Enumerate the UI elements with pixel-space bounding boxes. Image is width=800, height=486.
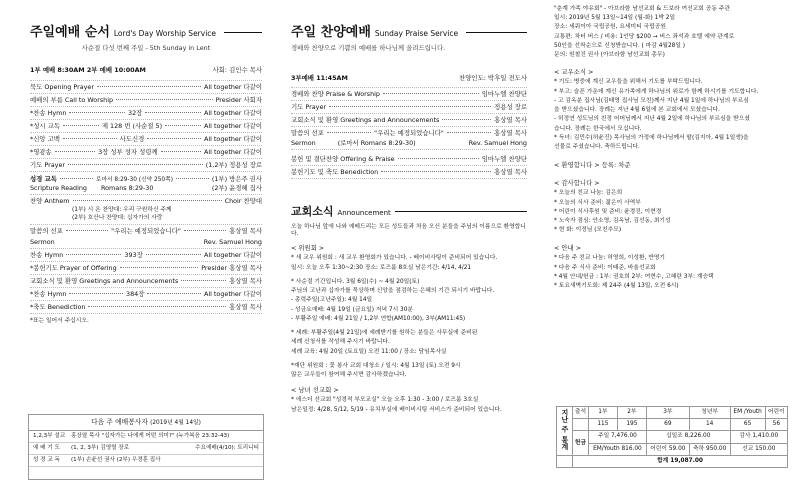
text-line: - 허정연 성도님의 친정 어머님께서 지난 4월 2일에 하나님의 부르심을 받으셨 <box>554 116 750 123</box>
anthem: 찬양 Anthem Choir 찬양대 (1부) 시 온 찬양대: 우리 구원하신 주께 (2부) 호산나 찬양대: 십자가의 사랑 <box>30 197 262 221</box>
leader-dots <box>66 254 121 255</box>
separator <box>30 313 262 314</box>
text-line: 장소: 세쿼이아 국립공원, 요세미티 국립공원 <box>554 24 666 31</box>
text-line: 남은일정: 4/28, 5/12, 5/19 - 유치부실에 베이비시팅 서비스가 준비되어 있습니다. <box>291 406 502 413</box>
text-line: * 어린이 식사후원 및 준비: 윤경진, 이현경 <box>554 208 662 215</box>
text-line: 세례 교육: 4월 20일 (토요일) 오전 11:00 / 장소: 담임목사실 <box>291 348 447 355</box>
leader-dots <box>442 119 491 120</box>
server-value-2: 수요예배(4/10): 트리니티 <box>195 445 259 452</box>
item-middle: 사도신경 <box>119 135 145 144</box>
scripture-reading: 성경 교독 로마서 8:29-30 (신약 250쪽) (1부) 방은주 권사 Scripture Reading Romans 8:29-30 (2부) 윤경혜 집사 <box>30 175 262 193</box>
mission-lines <box>291 397 527 413</box>
item-leader: Presider 사회자 <box>215 96 262 105</box>
item-leader: All together 다같이 <box>203 83 262 92</box>
service-times: 1부 예배 8:30AM 2부 예배 10:00AM 사회: 김인수 목사 <box>30 66 262 75</box>
item-label: 찬송 Hymn <box>30 250 64 259</box>
thanks-lines <box>554 190 788 234</box>
item-label: 기도 Prayer <box>30 161 66 170</box>
item-middle: 3장 성부 성자 성령께 <box>98 148 158 157</box>
text-line: 교통편: 차터 버스 / 비용: 1인당 $200 → 버스 좌석과 호텔 예약 관계로 <box>554 33 735 40</box>
server-row <box>29 431 263 443</box>
order-item <box>30 277 262 285</box>
text-line: * 다음 주 식사 준비: 이태준, 바울선교회 <box>554 264 656 271</box>
item-label: *봉헌기도 Prayer of Offering <box>30 263 117 272</box>
text-line: * 부고: 슬픈 가운데 계신 유가족에게 하나님의 위로가 함께 하시기를 기도합니다. <box>554 88 759 95</box>
item-leader: All together 다같이 <box>203 135 262 144</box>
text-line: 많은 교우들이 참여해 주시면 감사하겠습니다. <box>291 372 407 379</box>
server-role: 예 배 기 도 <box>33 445 60 452</box>
text-line: * 4월 안내/헌금 : 1부: 권호희 2부: 여현수, 고혜란 3부: 계승택 <box>554 273 714 280</box>
item-leader: All together 다같이 <box>203 122 263 131</box>
leader-dots <box>329 106 491 107</box>
text-line: 선물로 주셨습니다. 축하드립니다. <box>554 144 640 151</box>
text-line: 습니다. 장례는 한국에서 모십니다. <box>554 125 642 132</box>
lent-lines <box>291 279 527 323</box>
item-middle: 393장 <box>124 250 143 259</box>
item-label: 예배의 부름 Call to Worship <box>30 96 114 105</box>
text-line: - 총력주일(고난주일): 4월 14일 <box>291 297 373 304</box>
order-items <box>30 83 262 172</box>
separator <box>30 93 262 94</box>
text-line: * 현 화: 이정님 (모친추모) <box>554 227 622 234</box>
text-line: - 고 김옥분 집사님(김태영 집사님 모친)께서 지난 4월 1일에 하나님의 부르심 <box>554 97 749 104</box>
text-line: * 기도: 병중에 계신 교우들을 위해서 기도를 부탁드립니다. <box>554 79 703 86</box>
text-line: 주님의 고난과 십자가를 묵상하며 신앙을 점검하는 은혜의 기간 되시기 바랍니다. <box>291 288 495 295</box>
text-line: * 오늘의 식사 준비: 젊은이 사역부 <box>554 199 641 206</box>
item-leader: 임마누엘 찬양단 <box>481 90 527 99</box>
separator <box>30 300 262 301</box>
welcome-row: < 환영합니다 > 등록: 차준 <box>554 161 631 170</box>
last-week-stats: 지난 주 통계 출석 1부 2부 3부 청년부 EM /Youth 어린이 115 195 69 14 65 56 헌금 주일 7,476.00 십일조 8,226.00 감사 1,410.00 EM/Youth 816.00 어린이 59.00 축하 950.00 선교 150.00 합계 19,087.00 <box>556 406 788 468</box>
item-label: 경배와 찬양 Praise & Worship <box>291 90 380 99</box>
item-leader: (1,2부) 정용성 장로 <box>205 161 262 170</box>
text-line: * 득녀: 김민수(허윤진) 목사님의 가정에 하나님께서 딸(김지아, 4월 1일생)을 <box>554 134 749 141</box>
server-role: 성 경 교 독 <box>33 457 60 464</box>
item-leader: 홍상열 목사 <box>494 116 527 125</box>
leader-dots <box>383 93 479 94</box>
item-leader: 홍상열 목사 <box>229 302 262 311</box>
praise-subtitle: 경배와 찬양으로 기쁨의 예배를 하나님께 올려드립니다. <box>291 44 446 53</box>
sermon: 말씀의 선포 "우리는 예정되었습니다" 홍상열 목사 Sermon Rev. Samuel Hong <box>30 226 262 246</box>
order-item <box>30 251 262 259</box>
text-line: * 사순절 기간입니다. 3월 6일(수) ~ 4월 20일(토) <box>291 278 420 285</box>
leader-dots <box>88 306 226 307</box>
announcement-title: 교회소식 Announcement <box>291 205 527 219</box>
order-item <box>30 264 262 272</box>
item-label: *신앙 고백 <box>30 135 60 144</box>
baptism-lines <box>291 330 527 356</box>
member-news-title: < 교우소식 > <box>554 68 594 77</box>
subtitle: 사순절 다섯 번째 주일 - 5th Sunday in Lent <box>81 44 211 53</box>
separator <box>30 287 262 288</box>
leader-dots <box>146 254 201 255</box>
leader-dots <box>381 171 491 172</box>
item-middle: 32장 <box>128 109 143 118</box>
text-line: 일시: 2019년 5월 13일~14일 (월-화) 1박 2일 <box>554 15 676 22</box>
order-item <box>30 109 262 117</box>
praise-service <box>291 0 527 416</box>
order-item <box>30 96 262 104</box>
leader-dots <box>120 267 199 268</box>
standing-note: *표는 일어서 주십시오. <box>30 317 89 324</box>
leader-dots <box>181 280 226 281</box>
order-item <box>291 168 527 176</box>
item-leader: All together 다같이 <box>203 148 263 157</box>
separator <box>291 165 527 166</box>
item-label: 묵도 Opening Prayer <box>30 83 94 92</box>
text-line: 을 받으셨습니다. 장례는 지난 4월 6일에 본 교회에서 모셨습니다. <box>554 107 720 114</box>
text-line: * 노숙자 점심: 안소영, 김옥남, 김선동, 최기성 <box>554 217 671 224</box>
text-line: "춘계 가족 야유회" - 아브라함 남선교회 & 드보라 여선교회 공동 주관 <box>554 6 730 12</box>
text-line: * 세례: 부활주일(4월 21일)에 세례받기를 원하는 분들은 사무실에 준비된 <box>291 330 478 337</box>
order-item <box>30 161 262 169</box>
text-line: * 오늘의 친교 나눔: 김은희 <box>554 190 623 197</box>
member-news-lines <box>554 79 788 151</box>
order-item <box>30 135 262 143</box>
praise-time: 3부예배 11:45AM 찬양인도: 박후일 전도사 <box>291 74 527 83</box>
leader-dots <box>398 158 479 159</box>
server-row <box>29 443 263 455</box>
text-line: *재단 위원회 : 꽃 봉사 교회 대청소 / 일시: 4월 13일 (토) 오전 9시 <box>291 362 461 369</box>
thanks-title: < 감사합니다 > <box>554 179 600 188</box>
server-row <box>29 455 263 467</box>
leader-dots <box>68 164 203 165</box>
leader-dots <box>147 138 201 139</box>
committee-title: < 위원회 > <box>291 244 325 253</box>
leader-dots <box>165 125 201 126</box>
news-column <box>554 0 788 292</box>
guide-lines <box>554 255 788 290</box>
item-leader: 정용성 장로 <box>494 103 527 112</box>
separator <box>291 126 527 127</box>
order-item <box>291 116 527 124</box>
item-leader: All together 다같이 <box>203 109 262 118</box>
separator <box>30 158 262 159</box>
trustee-lines <box>291 363 527 379</box>
separator <box>291 100 527 101</box>
leader-dots <box>63 125 99 126</box>
item-label: 봉헌기도 및 축도 Benediction <box>291 168 379 177</box>
order-item <box>291 90 527 98</box>
praise-items <box>291 90 527 127</box>
item-leader: 홍상열 목사 <box>494 168 527 177</box>
next-week-servers: 다음 주 예배봉사자 (2019년 4월 14일) 1,2,3부 설교 홍상열 목사 "십자가는 나에게 어떤 의미?" (누가복음 23:32-43) 예 배 기 도 (1, 2, 3부) 김영렬 장로 수요예배(4/10): 트리니티 성 경 교 독 (1부) 손윤선 권사 (2부) 우경훈 집사 <box>28 414 264 480</box>
server-role: 1,2,3부 설교 <box>33 433 66 440</box>
leader-dots <box>97 86 201 87</box>
server-value: 홍상열 목사 "십자가는 나에게 어떤 의미?" (누가복음 23:32-43) <box>71 433 230 440</box>
text-line: - 성금요예배: 4월 19일 (금요일) 저녁 7시 30분 <box>291 306 413 313</box>
item-label: *찬송 Hymn <box>30 109 67 118</box>
separator <box>30 132 262 133</box>
order-item <box>30 290 262 298</box>
text-line: * 에스더 선교회 "성경적 부모교실" 오늘 오후 1:30 - 3:00 / 로즈룸 3호실 <box>291 397 479 404</box>
separator <box>30 106 262 107</box>
separator <box>30 274 262 275</box>
praise-sermon: 말씀의 선포 "우리는 예정되었습니다" 홍상열 목사 Sermon (로마서 Romans 8:29-30) Rev. Samuel Hong <box>291 129 527 148</box>
praise-items-2 <box>291 155 527 179</box>
item-label: 기도 Prayer <box>291 103 327 112</box>
separator <box>30 119 262 120</box>
leader-dots <box>147 293 201 294</box>
leader-dots <box>116 99 213 100</box>
text-line: - 부활주일 예배: 4월 21일 / 1,2부 연합(AM10:00), 3부(AM11:45) <box>291 315 466 322</box>
item-leader: Presider 홍상열 목사 <box>201 263 262 272</box>
separator <box>30 171 262 172</box>
leader-dots <box>55 151 95 152</box>
item-leader: All together 다같이 <box>203 289 262 298</box>
text-line: * 새 교우 위원회 : 새 교우 환영회가 있습니다. - 베이비사팅이 준비되어 있습니다. <box>291 255 498 262</box>
item-middle: 384장 <box>126 289 145 298</box>
mission-title: < 남녀 선교회 > <box>291 386 339 395</box>
server-value: (1부) 손윤선 권사 (2부) 우경훈 집사 <box>71 457 161 464</box>
guide-title: < 안내 > <box>554 244 582 253</box>
item-label: *영광송 <box>30 148 52 157</box>
picnic-lines <box>554 6 788 59</box>
order-item <box>30 303 262 311</box>
text-line: * 토요새벽기도회: 제 24주 (4월 13일, 오전 6시) <box>554 283 679 290</box>
leader-dots <box>63 138 117 139</box>
separator <box>291 178 527 179</box>
item-label: *찬송 Hymn <box>30 289 67 298</box>
leader-dots <box>145 112 201 113</box>
text-line: 일시: 오늘 오후 1:30~2:30 장소: 로즈룸 8호실 남은기간: 4/14, 4/21 <box>291 264 472 271</box>
order-item <box>30 83 262 91</box>
text-line: 문의: 원철진 권사 (아브라함 남선교회 총무) <box>554 52 665 59</box>
leader-dots <box>69 293 123 294</box>
text-line: 세례 신청서를 작성해 주시기 바랍니다. <box>291 339 390 346</box>
committee-lines <box>291 255 527 271</box>
leader-dots <box>69 112 125 113</box>
separator <box>291 113 527 114</box>
order-item <box>291 103 527 111</box>
item-label: 봉헌 및 결단찬양 Offering & Praise <box>291 155 395 164</box>
item-middle: 제 128 번 (사순절 5) <box>101 122 163 131</box>
item-label: 교회소식 및 환영 Greetings and Announcements <box>291 116 440 125</box>
page-title: 주일예배 순서 Lord's Day Worship Service <box>30 25 262 41</box>
item-leader: All together 다같이 <box>203 250 262 259</box>
server-value: (1, 2, 3부) 김영렬 장로 <box>71 445 130 452</box>
order-item <box>30 148 262 156</box>
item-label: 교회소식 및 환영 Greetings and Announcements <box>30 276 179 285</box>
text-line: 50인을 선착순으로 신청받습니다. ( 마감 4월28일 ) <box>554 42 686 49</box>
leader-dots <box>161 151 201 152</box>
item-leader: 임마누엘 찬양단 <box>481 155 527 164</box>
order-items-2 <box>30 251 262 314</box>
order-item <box>291 155 527 163</box>
order-of-worship <box>30 0 262 325</box>
item-label: *축도 Benediction <box>30 302 86 311</box>
item-leader: 홍상열 목사 <box>229 276 262 285</box>
separator <box>30 261 262 262</box>
order-item <box>30 122 262 130</box>
separator <box>30 145 262 146</box>
praise-title: 주일 찬양예배 Sunday Praise Service <box>291 25 527 41</box>
announcement-intro: 오늘 하나님 앞에 나와 예배드리는 모든 성도들과 처음 오신 분들을 주님의 이름으로 환영합니다. <box>291 224 526 238</box>
item-label: *성시 교독 <box>30 122 60 131</box>
text-line: * 다음 주 친교 나눔: 허영희, 이성환, 반명기 <box>554 255 666 262</box>
